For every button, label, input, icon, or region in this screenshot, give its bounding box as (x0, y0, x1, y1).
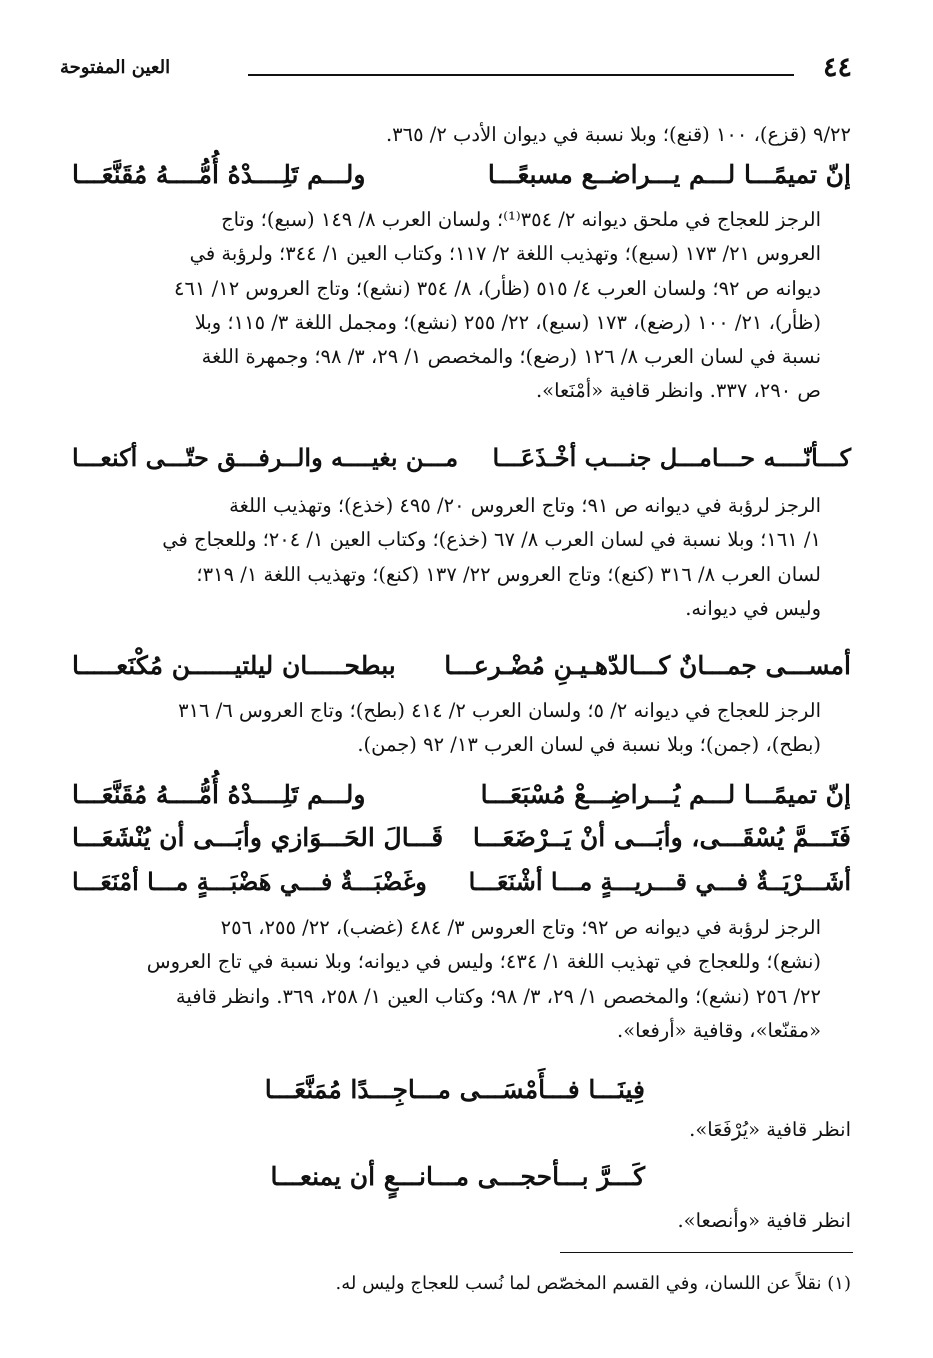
verse-first-hemistich: إنّ تميمًـــا لـــم يـــراضــع مسبعًـــا (487, 160, 851, 189)
reference-paragraph (70, 203, 851, 409)
paragraph-line: (بطح)، (جمن)؛ وبلا نسبة في لسان العرب ١٣/ ٩٢ (جمن). (357, 733, 821, 757)
verse-second-hemistich: ولـــم تَلِــــدْهُ أُمُّــــهُ مُقَنَّعَـــا (72, 160, 366, 189)
verse-line (72, 651, 851, 691)
paragraph-line: ديوانه ص ٩٢؛ ولسان العرب ٤/ ٥١٥ (ظأر)، ٨/ ٣٥٤ (نشع)؛ وتاج العروس ١٢/ ٤٦١ (174, 276, 821, 300)
paragraph-line: الرجز للعجاج في ملحق ديوانه ٢/ ٣٥٤⁽¹⁾؛ ولسان العرب ٨/ ١٤٩ (سبع)؛ وتاج (221, 208, 821, 231)
reference-paragraph (70, 911, 851, 1048)
footnote-separator (560, 1252, 853, 1253)
verse-first-hemistich: كَـــرَّ بـــأحجـــى مـــانـــعٍ أن يمنعـــا (270, 1162, 645, 1191)
paragraph-line: الرجز لرؤبة في ديوانه ص ٩١؛ وتاج العروس ٢٠/ ٤٩٥ (خذع)؛ وتهذيب اللغة (229, 494, 821, 517)
paragraph-line: لسان العرب ٨/ ٣١٦ (كنع)؛ وتاج العروس ٢٢/ ١٣٧ (كنع)؛ وتهذيب اللغة ١/ ٣١٩؛ (196, 562, 821, 586)
header-rule (248, 74, 794, 76)
verse-second-hemistich: ببطحـــــان ليلتيــــــن مُكْنَعـــــا (72, 651, 396, 680)
paragraph-line: الرجز لرؤبة في ديوانه ص ٩٢؛ وتاج العروس ٣/ ٤٨٤ (غضب)، ٢٢/ ٢٥٥، ٢٥٦ (220, 916, 821, 939)
paragraph-line: ٩/٢٢ (قزع)، ١٠٠ (قنع)؛ وبلا نسبة في ديوان الأدب ٢/ ٣٦٥. (385, 123, 851, 146)
reference-paragraph (70, 694, 851, 763)
cross-reference-note: انظر قافية «يُرْفَعَا». (689, 1118, 851, 1141)
paragraph-line: ص ٢٩٠، ٣٣٧. وانظر قافية «أمْنَعا». (535, 379, 821, 403)
paragraph-line: ٢٢/ ٢٥٦ (نشع)؛ والمخصص ١/ ٢٩، ٣/ ٩٨؛ وكتاب العين ١/ ٢٥٨، ٣٦٩. وانظر قافية (175, 984, 821, 1008)
verse-line (72, 867, 851, 907)
page-number: ٤٤ (822, 52, 852, 83)
paragraph-line: نسبة في لسان العرب ٨/ ١٢٦ (رضع)؛ والمخصص ١/ ٢٩، ٣/ ٩٨؛ وجمهرة اللغة (201, 345, 821, 369)
cross-reference-note: انظر قافية «وأنصعا». (677, 1209, 851, 1232)
verse-line (72, 443, 851, 483)
page-header (60, 52, 852, 86)
verse-second-hemistich: قَـــالَ الحَـــوَازي وأبَـــى أن يُنْشَعَـــا (72, 823, 444, 852)
verse-line (72, 780, 851, 820)
footnote: (١) نقلاً عن اللسان، وفي القسم المخصّص لما نُسب للعجاج وليس له. (335, 1273, 851, 1294)
verse-second-hemistich: وغَضْبَـــةٌ فـــي هَضْبَـــةٍ مـــا أمْنَعَـــا (72, 867, 427, 896)
verse-first-hemistich: كـــأنّــــه حـــامـــل جنـــب أخْـذَعَـــا (492, 443, 851, 472)
paragraph-line: الرجز للعجاج في ديوانه ٢/ ٥؛ ولسان العرب ٢/ ٤١٤ (بطح)؛ وتاج العروس ٦/ ٣١٦ (178, 699, 821, 722)
paragraph-line: (نشع)؛ وللعجاج في تهذيب اللغة ١/ ٤٣٤؛ وليس في ديوانه؛ وبلا نسبة في تاج العروس (146, 950, 821, 974)
reference-paragraph (70, 489, 851, 626)
paragraph-line: (ظأر)، ٢١/ ١٠٠ (رضع)، ١٧٣ (سبع)، ٢٢/ ٢٥٥ (نشع)؛ ومجمل اللغة ٣/ ١١٥؛ وبلا (194, 310, 821, 334)
verse-first-hemistich: فَتَـــمَّ يُسْقَـــى، وأبَـــى أنْ يَــرْضَعَـــا (472, 823, 851, 852)
reference-paragraph (70, 118, 851, 152)
paragraph-line: العروس ٢١/ ١٧٣ (سبع)؛ وتهذيب اللغة ٢/ ١١٧؛ وكتاب العين ١/ ٣٤٤؛ ولرؤبة في (189, 242, 821, 266)
verse-first-hemistich: أشَـــرْيَــةٌ فـــي قـــريـــةٍ مـــا أشْنَعَـــا (468, 867, 851, 896)
running-title: العين المفتوحة (60, 57, 171, 78)
paragraph-line: ١/ ١٦١؛ وبلا نسبة في لسان العرب ٨/ ٦٧ (خذع)؛ وكتاب العين ١/ ٢٠٤؛ وللعجاج في (162, 528, 821, 552)
verse-second-hemistich: ولـــم تَلِــــدْهُ أُمُّــــهُ مُقَنَّعَـــا (72, 780, 366, 809)
verse-line (72, 823, 851, 863)
paragraph-line: وليس في ديوانه. (685, 596, 821, 620)
verse-second-hemistich: مـــن بغيــــه والــرفـــق حتّـــى أكنعـــا (72, 443, 459, 472)
verse-line (72, 160, 851, 200)
verse-first-hemistich: فِينَـــا فـــأَمْسَـــى مـــاجِـــدًا مُمَنَّعَـــا (264, 1075, 645, 1104)
paragraph-line: «مقنّعا»، وقافية «أرفعا». (617, 1018, 821, 1042)
verse-first-hemistich: إنّ تميمًـــا لـــم يُـــراضِـــعْ مُسْبَعَـــا (480, 780, 851, 809)
verse-first-hemistich: أمســـى جمـــانٌ كـــالدّهـيـنِ مُضْـرعـــا (444, 651, 851, 680)
